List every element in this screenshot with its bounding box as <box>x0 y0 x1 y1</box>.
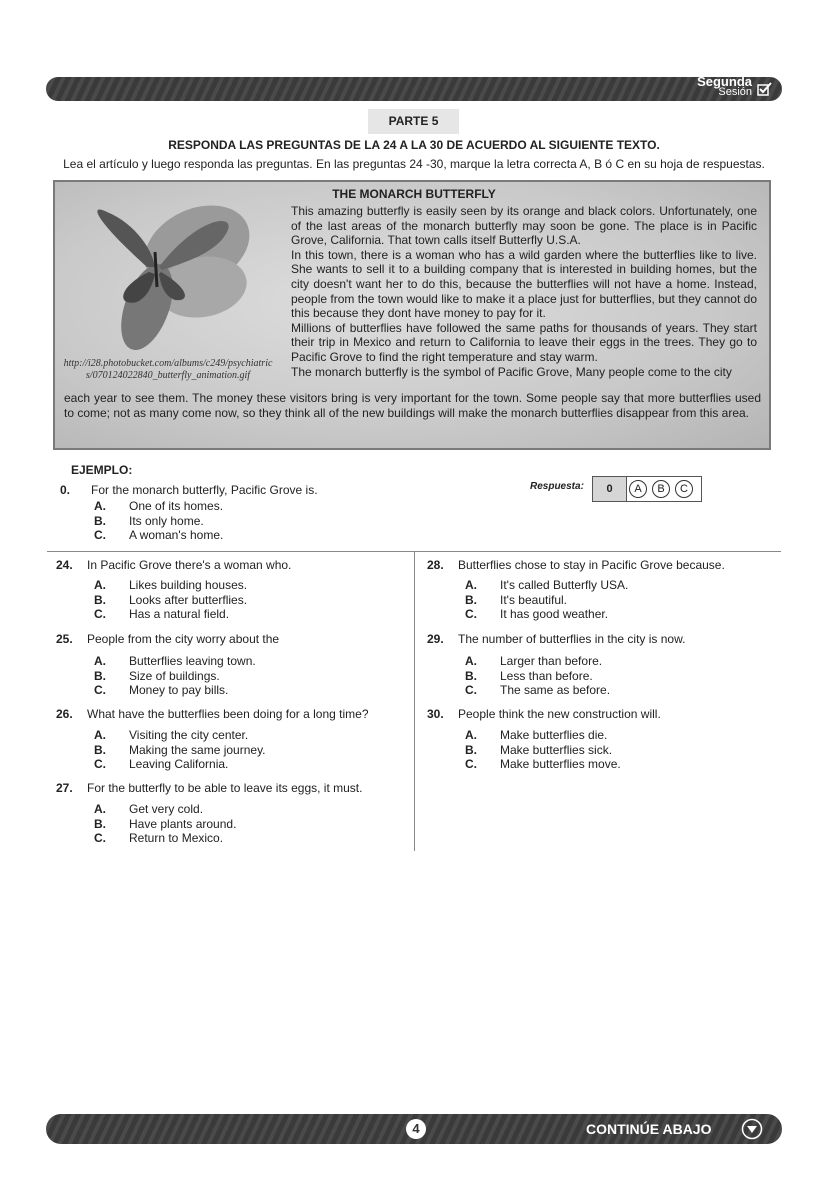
option: C. Leaving California. <box>94 757 229 772</box>
article-paragraph: In this town, there is a woman who has a wild garden where the butterflies like to live. She wants to sell it to a building company that is interested in building homes, but the city doesn't want her to do this, because the butterflies will not have a home. Instead, people from the town would like to make it a place just for butterflies, but they cannot do this because they dont have money to pay for it. <box>291 247 757 321</box>
option: A. Butterflies leaving town. <box>94 654 256 668</box>
footer-bar <box>46 1114 782 1144</box>
question-28: 28. Butterflies chose to stay in Pacific Grove because. <box>427 558 725 572</box>
answer-label: Respuesta: <box>530 481 584 492</box>
option: C. Return to Mexico. <box>94 831 224 846</box>
question-27-options <box>94 802 236 846</box>
example-question-text: For the monarch butterfly, Pacific Grove is. <box>91 483 318 497</box>
question-25: 25. People from the city worry about the <box>56 632 280 646</box>
option: A. Larger than before. <box>465 654 603 668</box>
article-paragraph: This amazing butterfly is easily seen by its orange and black colors. Unfortunately, one of the last areas of the monarch butterfly may soon be gone. The place is in Pacific Grove, California. That town calls itself Butterfly U.S.A. <box>291 204 757 248</box>
session-label <box>697 76 752 98</box>
example-option: C. A woman's home. <box>94 528 224 543</box>
option: A. Likes building houses. <box>94 578 248 592</box>
answer-bubble-a[interactable]: A <box>629 480 647 498</box>
option: A. Make butterflies die. <box>465 728 608 742</box>
session-line2: Sesión <box>718 86 752 98</box>
option: A. It's called Butterfly USA. <box>465 578 629 592</box>
checkbox-check-icon <box>757 82 772 96</box>
option: B. Make butterflies sick. <box>465 742 613 757</box>
option: C. The same as before. <box>465 683 611 698</box>
option: B. Less than before. <box>465 668 593 683</box>
question-29: 29. The number of butterflies in the city is now. <box>427 632 686 646</box>
example-question <box>60 483 318 497</box>
article-continuation: each year to see them. The money these visitors bring is very important for the town. Some people say that more butterflies used to come; not as many come now, so they think all of the new buildings will make the monarch butterflies disappear from this area. <box>64 391 761 420</box>
option: C. Has a natural field. <box>94 607 230 622</box>
answer-bubble-c[interactable]: C <box>675 480 693 498</box>
session-line1: Segunda <box>697 74 752 89</box>
question-26: 26. What have the butterflies been doing for a long time? <box>56 707 369 721</box>
question-29-options <box>465 654 610 698</box>
option: B. Looks after butterflies. <box>94 592 248 607</box>
question-30: 30. People think the new construction will. <box>427 707 661 721</box>
example-options <box>94 499 223 543</box>
article-body <box>291 204 757 379</box>
chevron-down-circle-icon[interactable] <box>741 1118 763 1140</box>
option: B. Making the same journey. <box>94 742 266 757</box>
answer-bubbles <box>592 476 702 502</box>
answer-bubble-b[interactable]: B <box>652 480 670 498</box>
monarch-butterfly-image <box>77 192 257 362</box>
question-27: 27. For the butterfly to be able to leave its eggs, it must. <box>56 781 363 795</box>
section-title: PARTE 5 <box>368 109 459 134</box>
article-paragraph: The monarch butterfly is the symbol of Pacific Grove, Many people come to the city <box>291 364 732 379</box>
article-box <box>53 180 771 450</box>
example-label: EJEMPLO: <box>71 463 133 477</box>
image-credit: http://i28.photobucket.com/albums/c249/psychiatrics/070124022840_butterfly_animation.gif <box>63 358 273 381</box>
option: C. It has good weather. <box>465 607 609 622</box>
option: B. Size of buildings. <box>94 668 220 683</box>
question-24: 24. In Pacific Grove there's a woman who. <box>56 558 292 572</box>
question-25-options <box>94 654 256 698</box>
sub-instruction: Lea el artículo y luego responda las preguntas. En las preguntas 24 -30, marque la letra correcta A, B ó C en su hoja de respuestas. <box>63 157 765 171</box>
divider-vertical <box>414 551 415 851</box>
option: A. Visiting the city center. <box>94 728 249 742</box>
continue-label: CONTINÚE ABAJO <box>586 1121 712 1137</box>
option: B. Have plants around. <box>94 816 237 831</box>
question-30-options <box>465 728 621 772</box>
question-26-options <box>94 728 266 772</box>
question-24-options <box>94 578 247 622</box>
page-number: 4 <box>406 1119 426 1139</box>
article-title: THE MONARCH BUTTERFLY <box>332 187 496 201</box>
option: A. Get very cold. <box>94 802 204 816</box>
example-option: A. One of its homes. <box>94 499 224 513</box>
answer-number: 0 <box>593 477 627 501</box>
main-instruction: RESPONDA LAS PREGUNTAS DE LA 24 A LA 30 DE ACUERDO AL SIGUIENTE TEXTO. <box>168 138 660 152</box>
option: B. It's beautiful. <box>465 592 567 607</box>
example-number: 0. <box>60 483 71 497</box>
question-28-options <box>465 578 628 622</box>
header-bar <box>46 74 782 101</box>
article-paragraph: Millions of butterflies have followed the same paths for thousands of years. They start their trip in Mexico and return to California to leave their eggs in the trees. They go to Pacific Grove to find the right temperature and stay warm. <box>291 320 757 364</box>
option: C. Money to pay bills. <box>94 683 229 698</box>
example-option: B. Its only home. <box>94 513 204 528</box>
option: C. Make butterflies move. <box>465 757 621 772</box>
